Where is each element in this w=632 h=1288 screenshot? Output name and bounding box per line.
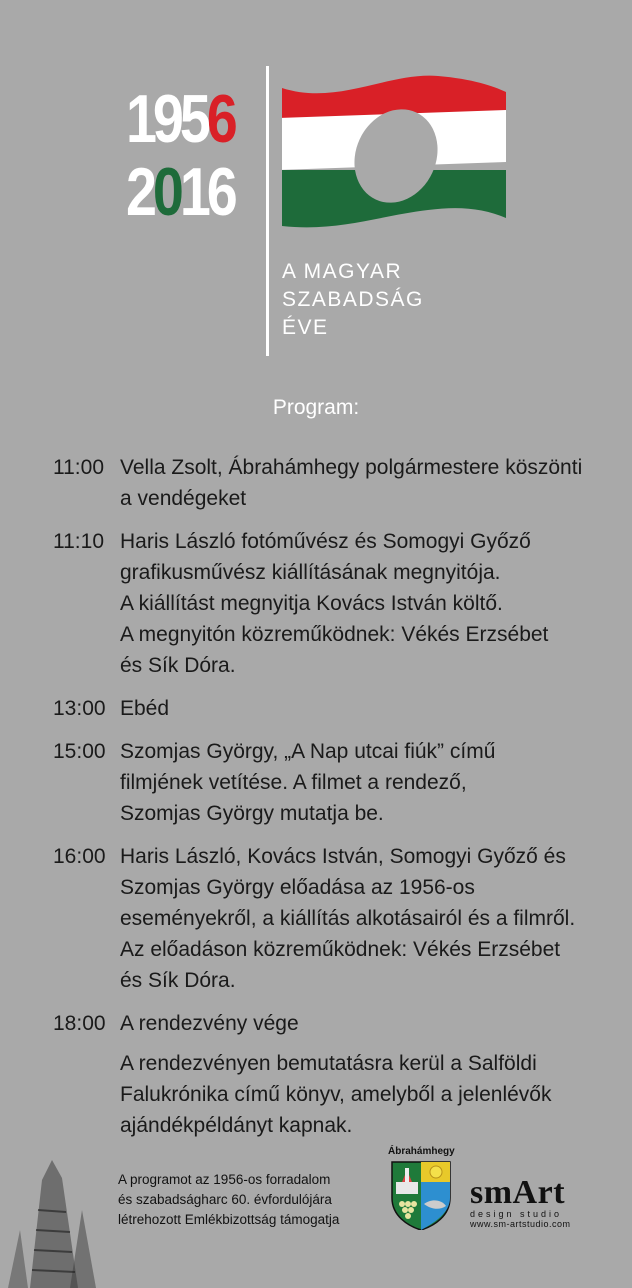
year-2016 [126, 154, 234, 230]
tower-silhouette-icon [0, 1150, 112, 1288]
schedule-line: Az előadáson közreműködnek: Vékés Erzsébet [120, 938, 561, 961]
slogan-line-1: A MAGYAR [282, 260, 403, 283]
year-1956-prefix: 195 [126, 81, 207, 157]
schedule-item [53, 452, 623, 514]
schedule-line: Szomjas György előadása az 1956-os [120, 876, 475, 899]
schedule-line: Haris László fotóművész és Somogyi Győző [120, 530, 531, 553]
support-text [118, 1170, 339, 1230]
schedule-line: Haris László, Kovács István, Somogyi Győző és [120, 845, 566, 868]
schedule-time: 18:00 [53, 1012, 106, 1035]
schedule-time: 15:00 [53, 740, 106, 763]
schedule-line: A megnyitón közreműködnek: Vékés Erzsébet [120, 623, 549, 646]
schedule-text [120, 1008, 623, 1039]
schedule-time: 16:00 [53, 845, 106, 868]
schedule-line: grafikusművész kiállításának megnyitója. [120, 561, 501, 584]
schedule-item [53, 1008, 623, 1039]
schedule-time: 11:10 [53, 530, 104, 553]
year-2016-suffix: 16 [179, 154, 234, 230]
schedule-list [53, 452, 623, 1051]
schedule-line: eseményekről, a kiállítás alkotásairól és a filmről. [120, 907, 576, 930]
schedule-text [120, 452, 623, 514]
support-line: A programot az 1956-os forradalom [118, 1172, 331, 1187]
support-line: és szabadságharc 60. évfordulójára [118, 1192, 332, 1207]
schedule-text [120, 736, 623, 829]
schedule-text [120, 693, 623, 724]
schedule-line: A rendezvény vége [120, 1012, 299, 1035]
schedule-line: Vella Zsolt, Ábrahámhegy polgármestere köszönti [120, 456, 583, 479]
smart-studio-logo [470, 1176, 571, 1229]
studio-name: smArt [470, 1174, 566, 1211]
slogan-line-3: ÉVE [282, 316, 329, 339]
slogan [282, 258, 424, 342]
note-line: ajándékpéldányt kapnak. [120, 1114, 353, 1137]
year-2016-prefix: 2 [126, 154, 153, 230]
crest-label: Ábrahámhegy [388, 1146, 455, 1157]
abrahamhegy-coat-of-arms-icon [388, 1146, 454, 1230]
schedule-time: 13:00 [53, 697, 106, 720]
schedule-line: a vendégeket [120, 487, 247, 510]
schedule-text [120, 526, 623, 681]
note-line: A rendezvényen bemutatásra kerül a Salföldi [120, 1052, 537, 1075]
year-1956 [126, 81, 234, 157]
schedule-item [53, 736, 623, 829]
schedule-item [53, 841, 623, 996]
schedule-line: és Sík Dóra. [120, 969, 236, 992]
schedule-line: Szomjas György, „A Nap utcai fiúk” című [120, 740, 496, 763]
logo-1956-2016 [0, 0, 632, 370]
schedule-line: Ebéd [120, 697, 170, 720]
schedule-line: filmjének vetítése. A filmet a rendező, [120, 771, 467, 794]
year-1956-suffix: 6 [206, 81, 234, 157]
schedule-line: és Sík Dóra. [120, 654, 236, 677]
schedule-line: A kiállítást megnyitja Kovács István költő. [120, 592, 503, 615]
divider-line [266, 66, 269, 356]
program-title: Program: [272, 396, 360, 419]
schedule-line: Szomjas György mutatja be. [120, 802, 384, 825]
slogan-line-2: SZABADSÁG [282, 288, 424, 311]
hungarian-flag-with-hole-icon [278, 66, 510, 232]
note-line: Falukrónika című könyv, amelyből a jelenlévők [120, 1083, 552, 1106]
year-2016-mid: 0 [152, 154, 180, 230]
support-line: létrehozott Emlékbizottság támogatja [118, 1212, 340, 1227]
schedule-item [53, 693, 623, 724]
schedule-text [120, 841, 623, 996]
schedule-item [53, 526, 623, 681]
book-note [120, 1048, 551, 1141]
studio-subtitle: design studio [470, 1209, 563, 1219]
schedule-time: 11:00 [53, 456, 104, 479]
studio-url: www.sm-artstudio.com [470, 1219, 571, 1229]
